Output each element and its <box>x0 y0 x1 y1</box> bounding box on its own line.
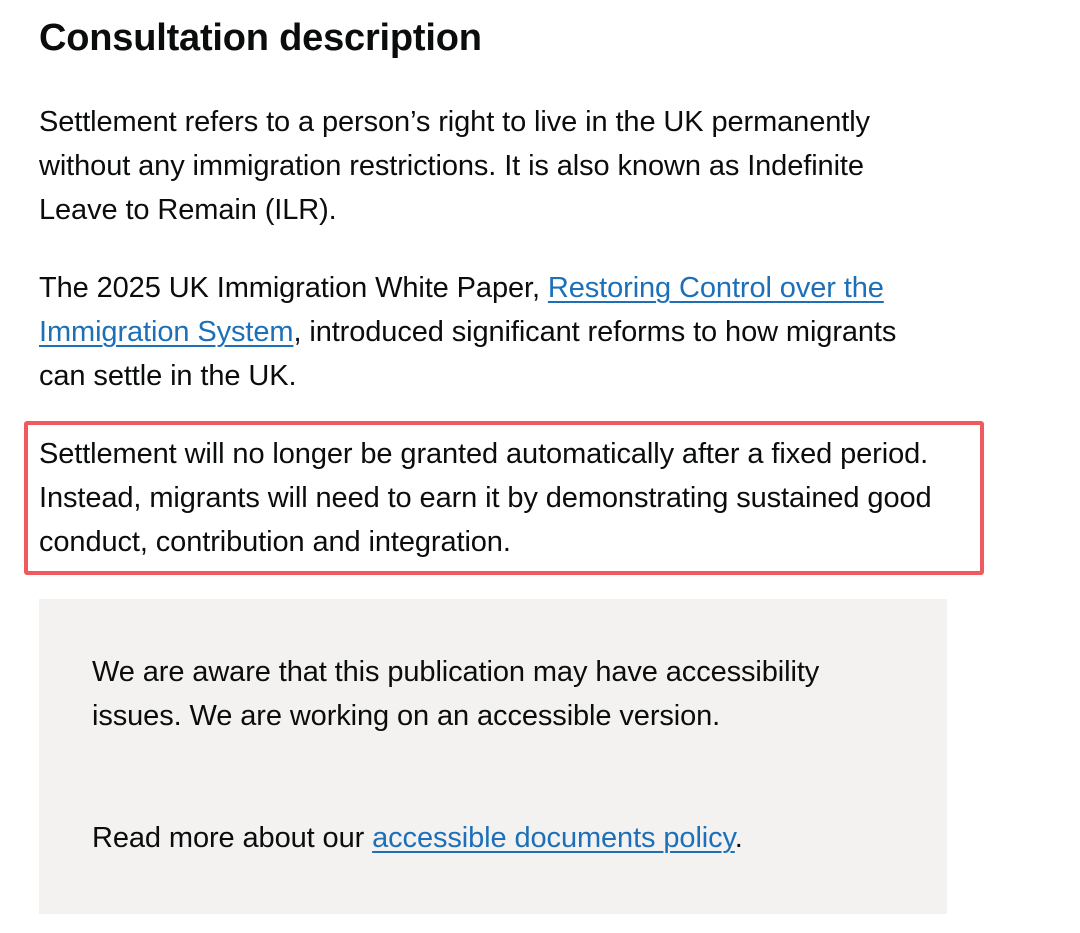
section-heading: Consultation description <box>39 17 482 59</box>
white-paper-paragraph <box>39 266 939 398</box>
earned-settlement-paragraph: Settlement will no longer be granted automatically after a fixed period. Instead, migrants will need to earn it by demonstrating sustained good conduct, contribution and integration. <box>39 438 932 558</box>
accessibility-read-more <box>92 816 882 860</box>
white-paper-link[interactable]: Restoring Control over the Immigration System <box>39 272 884 348</box>
accessible-documents-policy-link[interactable]: accessible documents policy <box>372 822 735 854</box>
read-more-text-after: . <box>734 822 743 854</box>
accessibility-notice-text: We are aware that this publication may have accessibility issues. We are working on an accessible version. <box>92 656 820 732</box>
read-more-text-before: Read more about our <box>92 822 373 854</box>
settlement-definition-paragraph: Settlement refers to a person’s right to live in the UK permanently without any immigration restrictions. It is also known as Indefinite Leave to Remain (ILR). <box>39 106 870 226</box>
white-paper-text-before: The 2025 UK Immigration White Paper, <box>39 272 548 304</box>
white-paper-text-after: , introduced significant reforms to how migrants can settle in the UK. <box>39 316 897 392</box>
accessibility-notice <box>39 599 947 914</box>
